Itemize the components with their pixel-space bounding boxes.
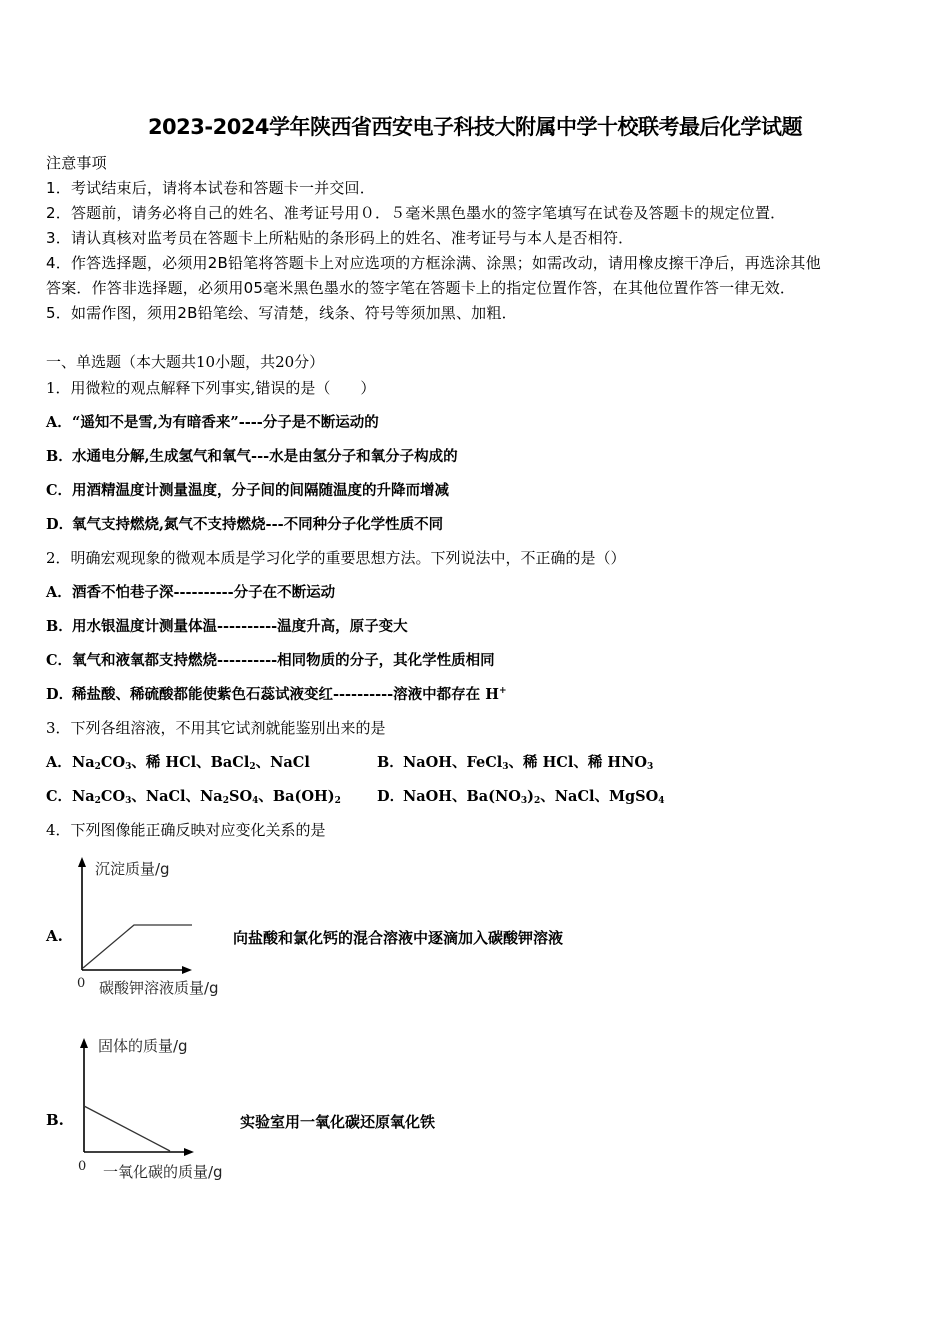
notice-item: 2．答题前，请务必将自己的姓名、准考证号用０．５毫米黑色墨水的签字笔填写在试卷及答题卡的规定位置． <box>46 204 786 222</box>
subscript: 2 <box>222 796 229 806</box>
question-1-option-b[interactable] <box>46 445 458 466</box>
formula-text: 、NaCl、Na <box>131 788 223 805</box>
subscript: 2 <box>94 762 101 772</box>
notice-heading: 注意事项 <box>46 154 107 172</box>
formula-text: 、NaCl、MgSO <box>540 788 659 805</box>
notice-item: 5．如需作图，须用2B铅笔绘、写清楚，线条、符号等须加黑、加粗． <box>46 304 517 322</box>
subscript: 3 <box>502 762 509 772</box>
question-4-option-b-label[interactable]: B. <box>46 1111 64 1129</box>
graph-a-x-axis-label: 碳酸钾溶液质量/g <box>99 979 219 997</box>
option-label: A． <box>46 584 72 601</box>
question-4-option-a-text[interactable]: 向盐酸和氯化钙的混合溶液中逐滴加入碳酸钾溶液 <box>233 929 564 947</box>
option-label: A． <box>46 754 72 771</box>
page-title: 2023-2024学年陕西省西安电子科技大附属中学十校联考最后化学试题 <box>147 115 803 139</box>
subscript: 2 <box>534 796 541 806</box>
graph-b-origin-label: 0 <box>78 1159 87 1174</box>
graph-a-y-axis-label: 沉淀质量/g <box>95 860 170 878</box>
question-4-option-b-text[interactable]: 实验室用一氧化碳还原氧化铁 <box>240 1113 436 1131</box>
option-label: D． <box>377 788 405 805</box>
question-3-option-d[interactable] <box>377 785 665 806</box>
option-text: 稀盐酸、稀硫酸都能使紫色石蕊试液变红----------溶液中都存在 H <box>72 686 499 703</box>
formula-text: SO <box>228 788 253 805</box>
subscript: 2 <box>334 796 341 806</box>
question-3-option-c[interactable] <box>46 785 341 806</box>
option-text: “遥知不是雪,为有暗香来”----分子是不断运动的 <box>72 414 379 431</box>
graph-b-y-axis-label: 固体的质量/g <box>98 1037 188 1055</box>
question-3-option-b[interactable] <box>377 751 653 772</box>
formula-text: NaOH、FeCl <box>403 754 503 771</box>
formula-text: 、稀 HCl、稀 HNO <box>508 754 647 771</box>
subscript: 4 <box>658 796 665 806</box>
notice-item: 答案．作答非选择题，必须用05毫米黑色墨水的签字笔在答题卡上的指定位置作答，在其他位置作答一律无效． <box>46 279 796 297</box>
formula-text: NaOH、Ba(NO <box>403 788 521 805</box>
question-2-option-d[interactable] <box>46 683 506 704</box>
option-text: 氧气和液氧都支持燃烧----------相同物质的分子，其化学性质相同 <box>72 652 495 669</box>
option-label: C． <box>46 788 73 805</box>
option-text: 酒香不怕巷子深----------分子在不断运动 <box>72 584 336 601</box>
question-4-option-a-label[interactable]: A. <box>46 927 63 945</box>
formula-text: 、稀 HCl、BaCl <box>131 754 250 771</box>
superscript: + <box>498 686 507 696</box>
question-2-option-c[interactable] <box>46 649 495 670</box>
option-label: B． <box>46 618 73 635</box>
notice-item: 1．考试结束后，请将本试卷和答题卡一并交回． <box>46 179 375 197</box>
subscript: 3 <box>646 762 654 772</box>
formula-text: CO <box>100 754 126 771</box>
subscript: 3 <box>520 796 528 806</box>
formula-text: 、Ba(OH) <box>258 788 335 805</box>
subscript: 4 <box>252 796 259 806</box>
option-label: B． <box>46 448 73 465</box>
question-1-option-c[interactable] <box>46 479 449 500</box>
option-label: A． <box>46 414 72 431</box>
subscript: 2 <box>249 762 256 772</box>
question-4-stem: 4．下列图像能正确反映对应变化关系的是 <box>46 821 326 839</box>
formula-text: Na <box>72 754 95 771</box>
section-heading: 一、单选题（本大题共10小题，共20分） <box>46 353 325 371</box>
question-1-option-d[interactable] <box>46 513 443 534</box>
subscript: 3 <box>125 762 132 772</box>
graph-a-origin-label: 0 <box>77 976 86 991</box>
option-label: B． <box>377 754 404 771</box>
option-label: C． <box>46 652 73 669</box>
question-2-option-b[interactable] <box>46 615 408 636</box>
question-1-stem: 1．用微粒的观点解释下列事实,错误的是（ ） <box>46 379 376 397</box>
subscript: 2 <box>94 796 101 806</box>
formula-text: ) <box>527 788 535 805</box>
notice-item: 4．作答选择题，必须用2B铅笔将答题卡上对应选项的方框涂满、涂黑；如需改动，请用橡皮擦干净后，再选涂其他 <box>46 254 821 272</box>
subscript: 3 <box>125 796 132 806</box>
option-text: 用水银温度计测量体温----------温度升高，原子变大 <box>72 618 408 635</box>
option-text: 水通电分解,生成氢气和氧气---水是由氢分子和氧分子构成的 <box>72 448 458 465</box>
formula-text: Na <box>72 788 95 805</box>
question-2-stem: 2．明确宏观现象的微观本质是学习化学的重要思想方法。下列说法中，不正确的是（） <box>46 549 626 567</box>
question-3-option-a[interactable] <box>46 751 310 772</box>
question-3-stem: 3．下列各组溶液，不用其它试剂就能鉴别出来的是 <box>46 719 386 737</box>
option-text: 氧气支持燃烧,氮气不支持燃烧---不同种分子化学性质不同 <box>72 516 444 533</box>
option-label: D． <box>46 516 74 533</box>
graph-b-x-axis-label: 一氧化碳的质量/g <box>103 1163 223 1181</box>
formula-text: 、NaCl <box>255 754 310 771</box>
formula-text: CO <box>100 788 126 805</box>
option-text: 用酒精温度计测量温度，分子间的间隔随温度的升降而增减 <box>72 482 449 499</box>
option-label: D． <box>46 686 74 703</box>
question-1-option-a[interactable] <box>46 411 379 432</box>
question-2-option-a[interactable] <box>46 581 335 602</box>
notice-item: 3．请认真核对监考员在答题卡上所粘贴的条形码上的姓名、准考证号与本人是否相符． <box>46 229 634 247</box>
option-label: C． <box>46 482 73 499</box>
